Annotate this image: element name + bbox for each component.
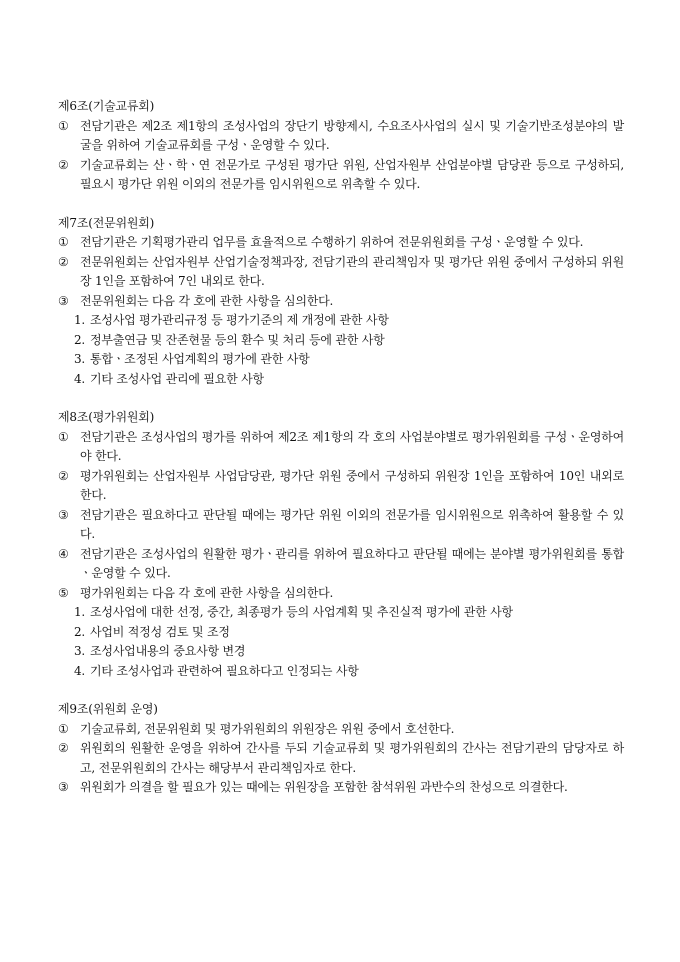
paragraph-text: 전담기관은 기획평가관리 업무를 효율적으로 수행하기 위하여 전문위원회를 구성ㆍ운영할 수 있다. [80, 235, 584, 249]
paragraph [58, 428, 624, 467]
item-number: 1. [74, 605, 86, 619]
paragraph [58, 292, 624, 312]
paragraph-number: ① [58, 235, 69, 249]
item-number: 2. [74, 624, 86, 639]
item-text: 기타 조성사업 관리에 필요한 사항 [90, 371, 264, 386]
paragraph [58, 253, 624, 292]
list-item [58, 311, 624, 331]
paragraph-number: ③ [58, 780, 69, 794]
paragraph-number: ④ [58, 546, 69, 561]
paragraph-number: ① [58, 429, 69, 444]
paragraph [58, 117, 624, 156]
paragraph [58, 233, 624, 253]
item-text: 조성사업 평가관리규정 등 평가기준의 제 개정에 관한 사항 [90, 313, 389, 327]
article-7 [58, 214, 624, 390]
paragraph-text: 전담기관은 조성사업의 원활한 평가ㆍ관리를 위하여 필요하다고 판단될 때에는 분야별 평가위원회를 통합ㆍ운영할 수 있다. [80, 546, 624, 580]
item-text: 조성사업내용의 중요사항 변경 [90, 644, 246, 658]
paragraph-text: 전문위원회는 다음 각 호에 관한 사항을 심의한다. [80, 293, 334, 308]
paragraph-text: 기술교류회는 산ㆍ학ㆍ연 전문가로 구성된 평가단 위원, 산업자원부 산업분야별 담당관 등으로 구성하되, 필요시 평가단 위원 이외의 전문가를 임시위원으로 위촉할 수 있다. [80, 157, 624, 191]
paragraph [58, 584, 624, 604]
paragraph [58, 467, 624, 506]
article-title: 제9조(위원회 운영) [58, 702, 158, 716]
list-item [58, 623, 624, 643]
paragraph-text: 평가위원회는 다음 각 호에 관한 사항을 심의한다. [80, 585, 334, 600]
item-text: 통합ㆍ조정된 사업계획의 평가에 관한 사항 [90, 352, 310, 366]
item-text: 조성사업에 대한 선정, 중간, 최종평가 등의 사업계획 및 추진실적 평가에 관한 사항 [90, 605, 513, 619]
paragraph-text: 평가위원회는 산업자원부 사업담당관, 평가단 위원 중에서 구성하되 위원장 1인을 포함하여 10인 내외로 한다. [80, 468, 624, 502]
paragraph-number: ⑤ [58, 585, 69, 600]
list-item [58, 662, 624, 682]
article-title: 제6조(기술교류회) [58, 99, 155, 113]
article-9 [58, 700, 624, 798]
paragraph-number: ② [58, 254, 69, 269]
paragraph [58, 778, 624, 798]
paragraph-text: 전담기관은 필요하다고 판단될 때에는 평가단 위원 이외의 전문가를 임시위원으로 위촉하여 활용할 수 있다. [80, 507, 624, 541]
article-title: 제8조(평가위원회) [58, 410, 155, 424]
item-number: 4. [74, 663, 86, 678]
item-text: 사업비 적정성 검토 및 조정 [90, 624, 230, 639]
paragraph-text: 전담기관은 제2조 제1항의 조성사업의 장단기 방향제시, 수요조사사업의 실시 및 기술기반조성분야의 발굴을 위하여 기술교류회를 구성ㆍ운영할 수 있다. [80, 118, 624, 152]
paragraph [58, 739, 624, 778]
item-text: 기타 조성사업과 관련하여 필요하다고 인정되는 사항 [90, 663, 359, 678]
paragraph [58, 156, 624, 195]
list-item [58, 603, 624, 623]
item-number: 1. [74, 313, 86, 327]
article-title: 제7조(전문위원회) [58, 215, 155, 230]
paragraph [58, 506, 624, 545]
paragraph-text: 위원회의 원활한 운영을 위하여 간사를 두되 기술교류회 및 평가위원회의 간사는 전담기관의 담당자로 하고, 전문위원회의 간사는 해당부서 관리책임자로 한다. [80, 741, 624, 775]
paragraph-number: ① [58, 721, 69, 736]
list-item [58, 370, 624, 390]
paragraph-number: ② [58, 741, 69, 755]
list-item [58, 642, 624, 662]
paragraph [58, 720, 624, 740]
item-number: 4. [74, 371, 86, 386]
paragraph-number: ② [58, 157, 69, 172]
paragraph-text: 전담기관은 조성사업의 평가를 위하여 제2조 제1항의 각 호의 사업분야별로 평가위원회를 구성ㆍ운영하여야 한다. [80, 429, 624, 463]
paragraph-text: 전문위원회는 산업자원부 산업기술정책과장, 전담기관의 관리책임자 및 평가단 위원 중에서 구성하되 위원장 1인을 포함하여 7인 내외로 한다. [80, 254, 624, 288]
item-number: 2. [74, 332, 86, 347]
paragraph-number: ② [58, 468, 69, 483]
paragraph [58, 545, 624, 584]
list-item [58, 331, 624, 351]
article-6 [58, 97, 624, 195]
article-8 [58, 408, 624, 681]
paragraph-number: ③ [58, 293, 69, 308]
paragraph-number: ① [58, 118, 69, 133]
item-number: 3. [74, 352, 86, 366]
list-item [58, 350, 624, 370]
paragraph-number: ③ [58, 507, 69, 522]
item-number: 3. [74, 644, 86, 658]
paragraph-text: 위원회가 의결을 할 필요가 있는 때에는 위원장을 포함한 참석위원 과반수의 찬성으로 의결한다. [80, 780, 568, 794]
item-text: 정부출연금 및 잔존현물 등의 환수 및 처리 등에 관한 사항 [90, 332, 385, 347]
paragraph-text: 기술교류회, 전문위원회 및 평가위원회의 위원장은 위원 중에서 호선한다. [80, 721, 455, 736]
